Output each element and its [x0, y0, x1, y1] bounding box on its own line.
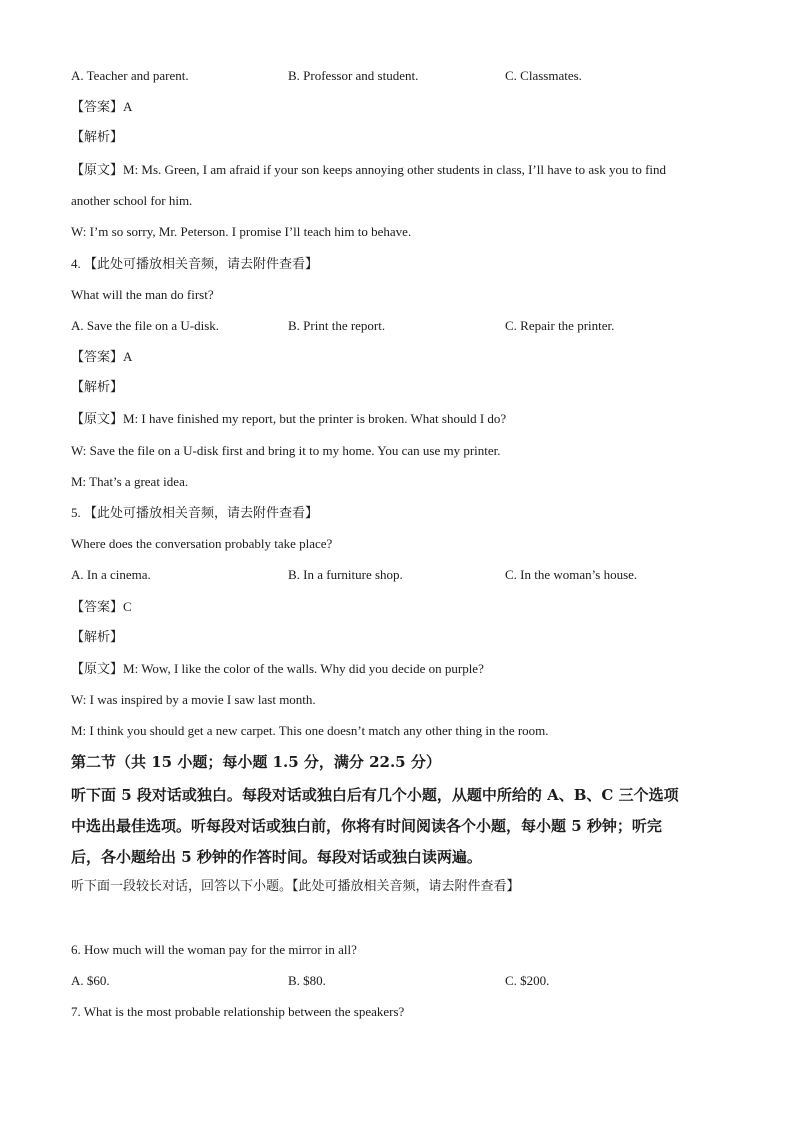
q4-number: 4. — [71, 256, 81, 271]
q5-audio-note: 【此处可播放相关音频，请去附件查看】 — [84, 506, 319, 521]
q3-original-line2: another school for him. — [71, 193, 193, 208]
q5-header — [71, 505, 318, 522]
q3-option-c: C. Classmates. — [505, 68, 582, 83]
q4-question: What will the man do first? — [71, 287, 214, 302]
q3-answer: A — [123, 99, 133, 114]
q5-original-line1 — [71, 661, 484, 678]
q5-answer-line — [71, 599, 132, 616]
q5-original-line2: W: I was inspired by a movie I saw last month. — [71, 692, 316, 707]
q5-answer: C — [123, 599, 132, 614]
answer-tag: 【答案】 — [71, 100, 124, 115]
q4-option-b: B. Print the report. — [288, 318, 386, 333]
q3-original-line3: W: I’m so sorry, Mr. Peterson. I promise I’ll teach him to behave. — [71, 224, 412, 239]
q4-original-text1: M: I have finished my report, but the printer is broken. What should I do? — [123, 411, 507, 426]
section2-instruction-line3: 后，各小题给出 5 秒钟的作答时间。每段对话或独白读两遍。 — [71, 848, 482, 866]
q3-answer-line — [71, 99, 132, 116]
q4-answer-line — [71, 349, 132, 366]
section2-instruction-line1: 听下面 5 段对话或独白。每段对话或独白后有几个小题，从题中所给的 A、B、C 三个选项 — [71, 786, 679, 804]
section2-instruction-line2: 中选出最佳选项。听每段对话或独白前，你将有时间阅读各个小题，每小题 5 秒钟；听完 — [71, 817, 662, 835]
q5-analysis-tag: 【解析】 — [71, 630, 124, 645]
q6-question: 6. How much will the woman pay for the mirror in all? — [71, 942, 357, 957]
q4-option-a: A. Save the file on a U-disk. — [71, 318, 220, 333]
section2-heading: 第二节（共 15 小题；每小题 1.5 分，满分 22.5 分） — [71, 753, 441, 771]
q3-original-text1: M: Ms. Green, I am afraid if your son keeps annoying other students in class, I’ll have to ask you to find — [123, 162, 667, 177]
q6-option-b: B. $80. — [288, 973, 326, 988]
q3-analysis-tag: 【解析】 — [71, 130, 124, 145]
q5-option-b: B. In a furniture shop. — [288, 567, 403, 582]
q4-original-line1 — [71, 411, 506, 428]
q6-option-a: A. $60. — [71, 973, 110, 988]
q5-original-line3: M: I think you should get a new carpet. This one doesn’t match any other thing in the room. — [71, 723, 549, 738]
q4-original-line3: M: That’s a great idea. — [71, 474, 189, 489]
original-tag: 【原文】 — [71, 662, 124, 677]
q4-option-c: C. Repair the printer. — [505, 318, 615, 333]
q3-option-a: A. Teacher and parent. — [71, 68, 189, 83]
q5-option-a: A. In a cinema. — [71, 567, 151, 582]
q5-original-text1: M: Wow, I like the color of the walls. Why did you decide on purple? — [123, 661, 484, 676]
q4-answer: A — [123, 349, 133, 364]
original-tag: 【原文】 — [71, 412, 124, 427]
q4-original-line2: W: Save the file on a U-disk first and bring it to my home. You can use my printer. — [71, 443, 501, 458]
q5-number: 5. — [71, 505, 81, 520]
q6-option-c: C. $200. — [505, 973, 550, 988]
q4-analysis-tag: 【解析】 — [71, 380, 124, 395]
section2-sub-instruction: 听下面一段较长对话，回答以下小题。【此处可播放相关音频，请去附件查看】 — [71, 879, 520, 894]
answer-tag: 【答案】 — [71, 350, 124, 365]
q4-header — [71, 256, 318, 273]
q5-question: Where does the conversation probably take place? — [71, 536, 333, 551]
q3-option-b: B. Professor and student. — [288, 68, 419, 83]
q4-audio-note: 【此处可播放相关音频，请去附件查看】 — [84, 257, 319, 272]
q7-question: 7. What is the most probable relationship between the speakers? — [71, 1004, 405, 1019]
q3-original-line1 — [71, 162, 666, 179]
original-tag: 【原文】 — [71, 163, 124, 178]
answer-tag: 【答案】 — [71, 600, 124, 615]
q5-option-c: C. In the woman’s house. — [505, 567, 638, 582]
